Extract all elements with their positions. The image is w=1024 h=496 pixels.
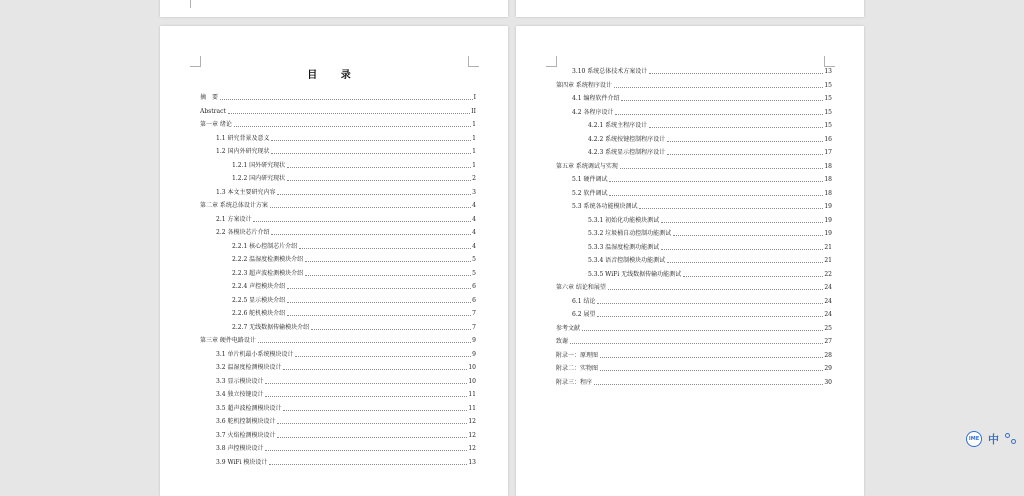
toc-leader-dots (594, 383, 823, 385)
toc-entry[interactable] (216, 189, 476, 196)
toc-entry-page: 18 (824, 176, 832, 183)
toc-entry[interactable] (216, 216, 476, 223)
toc-entry-page: 29 (824, 365, 832, 372)
toc-leader-dots (311, 328, 471, 330)
toc-entry-page: 9 (472, 337, 476, 344)
toc-entry[interactable] (216, 378, 476, 385)
toc-entry[interactable] (232, 256, 476, 263)
toc-entry-page: 1 (472, 121, 476, 128)
toc-entry-page: 21 (824, 257, 832, 264)
toc-entry-page: 15 (824, 95, 832, 102)
toc-entry-page: 5 (472, 256, 476, 263)
toc-entry-label: 4.2.1 系统主程序设计 (588, 122, 648, 129)
toc-leader-dots (683, 275, 823, 277)
toc-entry-label: 致谢 (556, 338, 569, 345)
toc-entry-page: 12 (468, 431, 476, 439)
toc-entry[interactable] (200, 202, 476, 209)
toc-leader-dots (621, 99, 823, 101)
toc-leader-dots (570, 342, 823, 344)
toc-leader-dots (220, 98, 473, 100)
toc-entry-label: 4.2 各程序设计 (572, 108, 614, 116)
toc-leader-dots (283, 409, 467, 411)
toc-entry-label: 第一章 绪论 (200, 121, 232, 128)
toc-leader-dots (667, 140, 823, 142)
toc-entry[interactable] (572, 68, 832, 75)
toc-entry[interactable] (556, 82, 832, 89)
toc-entry-page: 17 (824, 149, 832, 156)
toc-entry-page: 2 (472, 175, 476, 182)
toc-entry[interactable] (216, 445, 476, 452)
toc-entry[interactable] (232, 324, 476, 331)
toc-entry-label: Abstract (200, 107, 226, 115)
toc-entry-label: 摘 要 (200, 94, 219, 101)
toc-entry[interactable] (232, 270, 476, 277)
toc-leader-dots (661, 221, 823, 223)
toc-leader-dots (639, 207, 823, 209)
toc-entry-page: 6 (472, 296, 476, 304)
toc-leader-dots (600, 369, 823, 371)
toc-entry[interactable] (572, 203, 832, 210)
toc-entry[interactable] (232, 283, 476, 290)
toc-entry-page: 11 (468, 404, 476, 412)
toc-entry-page: 10 (468, 377, 476, 385)
ime-toolbar[interactable] (966, 430, 1018, 448)
toc-leader-dots (661, 248, 823, 250)
toc-entry-page: 19 (824, 216, 832, 224)
margin-corner (546, 56, 557, 67)
toc-entry-label: 5.3.2 垃圾桶自动控制功能测试 (588, 230, 672, 237)
toc-entry-label: 4.1 编程软件介绍 (572, 95, 620, 102)
toc-entry-page: 3 (472, 188, 476, 196)
toc-entry[interactable] (588, 136, 832, 143)
toc-entry-label: 参考文献 (556, 324, 581, 332)
punctuation-icon[interactable] (1005, 433, 1015, 445)
toc-entry-page: 4 (472, 215, 476, 223)
toc-leader-dots (609, 194, 823, 196)
toc-entry-label: 第六章 结论和展望 (556, 284, 606, 291)
toc-entry-label: 3.7 火焰检测模块设计 (216, 431, 276, 439)
toc-entry-label: 2.2.5 显示模块介绍 (232, 296, 286, 304)
toc-entry-label: 附录二：实物图 (556, 365, 599, 372)
toc-entry-page: 18 (824, 162, 832, 170)
toc-entry[interactable] (232, 175, 476, 182)
toc-page-left (160, 26, 508, 496)
toc-entry[interactable] (216, 364, 476, 371)
toc-entry[interactable] (588, 244, 832, 251)
toc-leader-dots (270, 206, 471, 208)
toc-entry[interactable] (216, 391, 476, 398)
toc-entry-label: 3.4 独立按键设计 (216, 391, 264, 398)
toc-entry-page: 4 (472, 242, 476, 250)
toc-entry[interactable] (588, 149, 832, 156)
toc-entry-label: 4.2.3 系统显示控制程序设计 (588, 149, 666, 156)
toc-entry[interactable] (556, 338, 832, 345)
toc-entry[interactable] (556, 379, 832, 386)
toc-entry[interactable] (588, 257, 832, 264)
toc-entry[interactable] (232, 297, 476, 304)
toc-entry-label: 2.1 方案设计 (216, 215, 252, 223)
toc-leader-dots (287, 314, 471, 316)
toc-leader-dots (609, 180, 823, 182)
toc-entry-label: 2.2.6 舵机模块介绍 (232, 310, 286, 317)
toc-entry-page: 1 (472, 148, 476, 155)
toc-leader-dots (265, 395, 467, 397)
toc-entry-label: 附录三：程序 (556, 378, 593, 386)
toc-leader-dots (649, 126, 823, 128)
toc-leader-dots (234, 125, 471, 127)
toc-leader-dots (608, 288, 823, 290)
toc-entry[interactable] (216, 418, 476, 425)
toc-entry-label: 第二章 系统总体设计方案 (200, 202, 268, 209)
toc-entry-label: 2.2.7 无线数据传输模块介绍 (232, 323, 310, 331)
toc-entry[interactable] (588, 122, 832, 129)
toc-leader-dots (253, 220, 471, 222)
toc-entry-page: 24 (824, 311, 832, 318)
toc-entry-page: 15 (824, 122, 832, 129)
toc-entry-page: 22 (824, 270, 832, 278)
toc-leader-dots (582, 329, 823, 331)
toc-entry-label: 3.6 舵机控制模块设计 (216, 418, 276, 425)
toc-entry[interactable] (200, 108, 476, 115)
toc-entry[interactable] (588, 230, 832, 237)
toc-entry-page: 30 (824, 378, 832, 386)
toc-leader-dots (277, 436, 467, 438)
toc-leader-dots (597, 315, 823, 317)
toc-leader-dots (265, 449, 467, 451)
toc-leader-dots (287, 301, 471, 303)
toc-entry[interactable] (572, 311, 832, 318)
toc-entry-label: 5.3.5 WiFi 无线数据传输功能测试 (588, 270, 682, 278)
toc-entry-label: 第四章 系统程序设计 (556, 81, 612, 89)
toc-entry-page: 9 (472, 350, 476, 358)
toc-page-right (516, 26, 864, 496)
toc-leader-dots (305, 274, 471, 276)
toc-entry[interactable] (572, 176, 832, 183)
ime-logo-icon[interactable]: IME (966, 431, 982, 447)
toc-entry[interactable] (216, 459, 476, 466)
toc-leader-dots (600, 356, 823, 358)
toc-leader-dots (287, 179, 471, 181)
toc-leader-dots (258, 341, 471, 343)
toc-entry-page: 25 (824, 324, 832, 332)
toc-entry-label: 5.3.4 语音控制模块功能测试 (588, 257, 666, 264)
toc-entry[interactable] (216, 432, 476, 439)
toc-entry-page: 24 (824, 297, 832, 305)
toc-entry-label: 附录一：原理图 (556, 351, 599, 359)
toc-entry-page: 13 (468, 458, 476, 466)
toc-entry-page: 1 (472, 134, 476, 142)
toc-leader-dots (615, 113, 823, 115)
toc-entry-page: 12 (468, 445, 476, 452)
toc-entry-label: 第五章 系统调试与实现 (556, 162, 618, 170)
toc-leader-dots (295, 355, 471, 357)
toc-leader-dots (614, 86, 823, 88)
toc-entry-page: 15 (824, 81, 832, 89)
toc-entry-page: I (473, 94, 476, 101)
toc-entry-label: 5.2 软件调试 (572, 189, 608, 197)
toc-entry-label: 1.3 本文主要研究内容 (216, 188, 276, 196)
toc-entry-page: 28 (824, 351, 832, 359)
toc-entry[interactable] (200, 337, 476, 344)
toc-entry-page: 7 (472, 310, 476, 317)
previous-page-right (516, 0, 864, 17)
toc-entry-page: 11 (468, 391, 476, 398)
toc-entry[interactable] (200, 121, 476, 128)
toc-leader-dots (277, 422, 467, 424)
toc-entry-label: 5.3.3 温湿度检测功能测试 (588, 243, 660, 251)
toc-leader-dots (277, 193, 471, 195)
toc-entry-page: 4 (472, 229, 476, 236)
toc-entry-label: 3.3 显示模块设计 (216, 377, 264, 385)
toc-entry-label: 5.3.1 初始化功能模块测试 (588, 216, 660, 224)
toc-entry[interactable] (572, 298, 832, 305)
toc-entry-label: 3.5 超声波检测模块设计 (216, 404, 282, 412)
toc-entry-page: 7 (472, 323, 476, 331)
toc-leader-dots (228, 112, 470, 114)
toc-entry-label: 3.10 系统总体技术方案设计 (572, 68, 648, 75)
toc-entry[interactable] (216, 135, 476, 142)
toc-leader-dots (287, 166, 471, 168)
toc-leader-dots (667, 153, 823, 155)
toc-entry-page: II (471, 107, 476, 115)
toc-entry[interactable] (232, 243, 476, 250)
toc-entry-label: 第三章 硬件电路设计 (200, 337, 256, 344)
toc-entry-label: 3.8 声控模块设计 (216, 445, 264, 452)
toc-entry-label: 1.2 国内外研究现状 (216, 148, 270, 155)
toc-leader-dots (271, 233, 471, 235)
toc-entry[interactable] (556, 352, 832, 359)
toc-entry-label: 6.1 结论 (572, 297, 596, 305)
toc-leader-dots (305, 260, 471, 262)
toc-entry-label: 2.2.4 声控模块介绍 (232, 283, 286, 290)
toc-entry[interactable] (216, 351, 476, 358)
toc-entry-page: 12 (468, 418, 476, 425)
toc-entry[interactable] (216, 405, 476, 412)
toc-entry-label: 2.2 各模块芯片介绍 (216, 229, 270, 236)
toc-entry[interactable] (572, 95, 832, 102)
toc-entry[interactable] (556, 284, 832, 291)
toc-entry-page: 10 (468, 364, 476, 371)
toc-entry[interactable] (588, 271, 832, 278)
toc-entry-label: 2.2.2 温湿度检测模块介绍 (232, 256, 304, 263)
toc-entry[interactable] (556, 325, 832, 332)
toc-entry[interactable] (200, 94, 476, 101)
toc-entry-label: 5.3 系统各功能模块测试 (572, 203, 638, 210)
toc-entry-label: 1.1 研究背景及意义 (216, 134, 270, 142)
toc-entry-page: 1 (472, 161, 476, 169)
toc-entry[interactable] (216, 229, 476, 236)
toc-leader-dots (620, 167, 823, 169)
toc-entry-page: 5 (472, 269, 476, 277)
margin-corner (180, 0, 191, 8)
toc-leader-dots (649, 72, 823, 74)
toc-entry[interactable] (232, 310, 476, 317)
toc-entry[interactable] (572, 109, 832, 116)
toc-leader-dots (667, 261, 823, 263)
toc-entry-page: 19 (824, 230, 832, 237)
toc-entry-page: 27 (824, 338, 832, 345)
toc-entry[interactable] (556, 365, 832, 372)
toc-entry[interactable] (556, 163, 832, 170)
toc-entry[interactable] (232, 162, 476, 169)
toc-entry-label: 2.2.1 核心控制芯片介绍 (232, 242, 298, 250)
toc-leader-dots (271, 139, 471, 141)
toc-entry-label: 2.2.3 超声波检测模块介绍 (232, 269, 304, 277)
toc-entry-label: 3.2 温湿度检测模块设计 (216, 364, 282, 371)
toc-leader-dots (673, 234, 823, 236)
toc-entry-label: 6.2 展望 (572, 311, 596, 318)
toc-entry-page: 15 (824, 108, 832, 116)
toc-leader-dots (265, 382, 467, 384)
toc-title: 目 录 (307, 70, 361, 81)
toc-entry-page: 6 (472, 283, 476, 290)
toc-entry-label: 1.2.2 国内研究现状 (232, 175, 286, 182)
toc-leader-dots (271, 152, 471, 154)
toc-entry-label: 4.2.2 系统按键控制程序设计 (588, 135, 666, 143)
margin-corner (824, 56, 835, 67)
previous-page-left (160, 0, 508, 17)
toc-leader-dots (287, 287, 471, 289)
toc-entry[interactable] (572, 190, 832, 197)
toc-entry-page: 21 (824, 243, 832, 251)
toc-entry-page: 18 (824, 189, 832, 197)
toc-leader-dots (269, 463, 467, 465)
toc-entry-label: 5.1 硬件调试 (572, 176, 608, 183)
toc-entry[interactable] (216, 148, 476, 155)
toc-entry-page: 16 (824, 135, 832, 143)
toc-entry-page: 24 (824, 284, 832, 291)
toc-leader-dots (597, 302, 823, 304)
toc-entry-label: 3.1 单片机最小系统模块设计 (216, 350, 294, 358)
toc-entry-page: 13 (824, 68, 832, 75)
toc-entry-label: 1.2.1 国外研究现状 (232, 161, 286, 169)
toc-entry-label: 3.9 WiFi 模块设计 (216, 458, 268, 466)
toc-entry-page: 4 (472, 202, 476, 209)
toc-entry[interactable] (588, 217, 832, 224)
toc-entry-page: 19 (824, 203, 832, 210)
toc-leader-dots (299, 247, 471, 249)
toc-leader-dots (283, 368, 467, 370)
ime-language-toggle[interactable]: 中 (988, 433, 999, 446)
